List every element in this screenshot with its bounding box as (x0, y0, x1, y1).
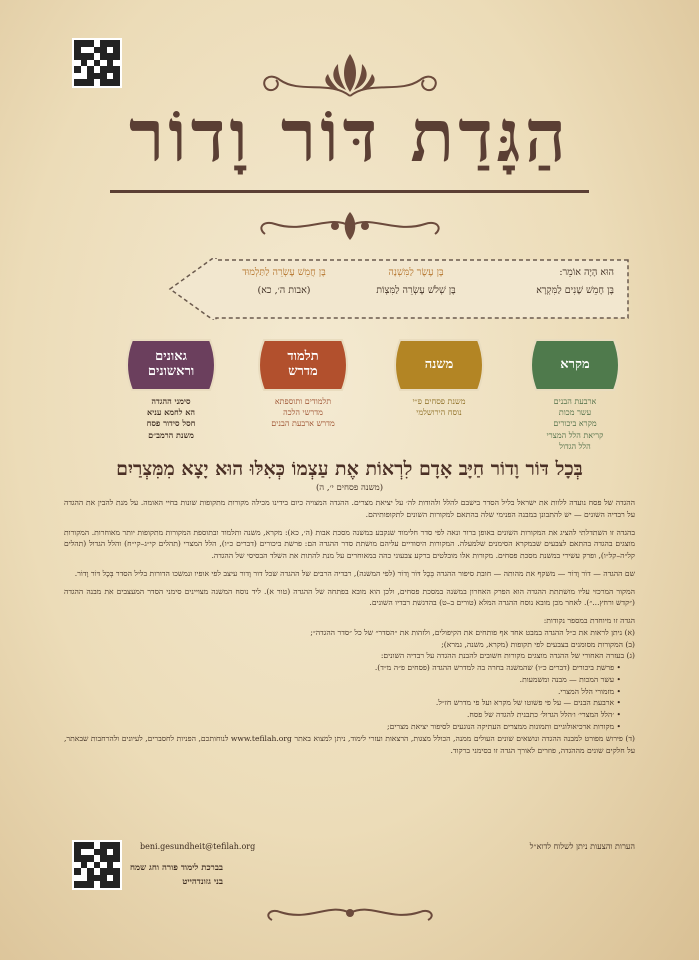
feedback-line (140, 842, 635, 851)
arrow-intro: הוּא הָיָה אוֹמֵר: (559, 267, 614, 278)
badge-talmud-item: מדרש ארבעת הבנים (271, 419, 335, 429)
badge-mikra-item: עשר מכות (558, 408, 592, 418)
source-legend (118, 338, 628, 451)
email-link[interactable]: beni.gesundheit@tefilah.org (140, 842, 256, 851)
badge-geonim-label-wrap (118, 338, 224, 392)
badge-mikra-item: קריאת הלל המצרי (546, 430, 604, 440)
closing-note: (ד) פירוש מפורט למבנה ההגדה ונושאים שונים העולים ממנה, הכולל מצגות, הרצאות ועזרי לימוד, ניתן למצוא באתר www.tefilah.org לנוחותכם, הפניות לחסברים, לעיונים ולהרחבות שבאתר, על חלקים שונים מההגדה, פוזרים לאורך הגדה זו בסימני ברקוד. (64, 733, 635, 755)
arrow-source: (אבות ה׳, כא) (257, 285, 311, 297)
badge-geonim (118, 338, 224, 441)
title-underline (110, 190, 589, 193)
motto-source: (משנה פסחים י׳, ה) (315, 483, 384, 493)
bullet-item: • ארבעת הבנים — על פי פשוטו של מקרא ועל פי מדרש חז״ל. (64, 697, 621, 709)
qr-code-bottom[interactable] (72, 840, 122, 890)
badge-mikra-item: מקרא ביכורים (553, 419, 597, 429)
body-paragraph: בהגדה זו השתדלתי להציג את המקורות השונים באופן ברור ונאה לפי סדר חלימוד שנקבע במשנה מסכת אבות (ה׳, כא): מקרא, משנה ותלמוד ובתוספת המקורות מתקופות יותר מאוחרות. המקורות מוצגים בהגדה בהתאם לצבעים שבמקרא הסימנים שלמעלה. המקורות היסודיים עליהם מושתת סדר ההגדה הם: פרשת ביכורים (דברים כ״ו), הלל המצרי (תהלים קי״ג–קי״ח) והלל הגדול (תהלים קל״ה–קל״ו), ופרק עשירי במשנת מסכת פסחים. מקורות אלו מובלטים ברקע צבעוני כהה במאוחרים על מנת להתות את השלד הבסיסי של ההגדה. (64, 527, 636, 561)
list-point: (ב) המקורות מסומנים בצבעים לפי תקופות (מקרא, משנה, גמרא); (441, 639, 635, 649)
list-point: (ג) בעזרה האחורי של ההגדה מוצגים מקורות חשובים להבנת ההגדה על רבדיה השונים: (380, 651, 635, 661)
badge-talmud-item: מדרשי הלכה (283, 408, 323, 418)
dedication-line: בברכת לימוד פורה וחג שמח (130, 863, 224, 873)
badge-mishna-label: משנה (424, 356, 454, 372)
badge-mishna (386, 338, 492, 418)
arrow-mitzvot-line: בֶּן שְׁלֹשׁ עֶשְׂרֵה לַמִּצְוֹת (376, 285, 456, 297)
badge-mikra (522, 338, 628, 452)
badge-geonim-item: משנת הרמב״ם (148, 429, 194, 440)
badge-mikra-item: הלל הגדול (559, 441, 591, 451)
arrow-col-talmud (218, 264, 350, 300)
badge-mikra-label: מקרא (560, 356, 590, 372)
feedback-text: הערות והצעות ניתן לשלוח לדוא״ל (529, 842, 635, 851)
badge-talmud-item: תלמודים ותוספתא (274, 397, 332, 406)
qr-code-top[interactable] (72, 38, 122, 88)
arrow-col-mishna (350, 264, 482, 300)
arrow-mikra-line: בֶּן חָמֵשׁ שָׁנִים לַמִּקְרָא (536, 285, 614, 297)
bottom-ornament (240, 900, 460, 926)
badge-geonim-item: סימני ההגדה (151, 396, 191, 406)
bullet-item: • פרשת ביכורים (דברים כ״ו) שהמשנה בחרה בה למדרש ההגדה (פסחים פ״ה מ״ד). (64, 662, 621, 674)
badge-mishna-item: נוסח הירושלמי (416, 408, 462, 418)
author-name: בני גזונדהייט (182, 876, 224, 887)
list-point: (א) ניתן לראות את כ״ל ההגדה במבט אחד אף פותחים את הקיפולים, ולזהות את ״הסדר״ של כל ״סדר ההגדה״; (310, 627, 635, 637)
bullet-item: • מזמורי הלל המצרי. (64, 686, 621, 698)
arrow-mishna-line: בֶּן עֶשֶׂר לַמִּשְׁנָה (388, 267, 444, 278)
badge-talmud-label: תלמוד מדרש (287, 349, 319, 379)
body-paragraph: המקור המרכזי עליו מושתתת ההגדה הוא הפרק האחרון במשנה במסכת פסחים, ולכן הוא מובא בפתחה של ההגדה (טור א). ליד נוסח המשנה מצויינים סימני הסדר המעצבים את מבנה ההגדה (״קדש ורחץ...״). לאחר מכן מובא נוסח ההגדה המלא (טורים ב–ט) בהדגשת רבדיו השונים. (64, 586, 635, 608)
dedication (130, 862, 223, 889)
bullet-item: • ׳הלל המצרי׳ ו׳הלל הגדול׳ כתבנית להגדה של פסח. (64, 709, 621, 721)
body-text (64, 497, 635, 756)
badge-talmud-label-wrap (250, 338, 356, 392)
badge-geonim-item: הא לחמא עניא (146, 407, 196, 418)
badge-mikra-item: ארבעת הבנים (553, 397, 597, 406)
list-intro: הגדה זו מיוחדת במספר נקודות: (543, 616, 635, 626)
middle-ornament (235, 208, 465, 244)
badge-geonim-label: גאונים וראשונים (147, 349, 195, 379)
badge-geonim-item: חסל סידור פסח (146, 418, 196, 429)
bullet-item: • עשר המכות — מבנה ומשמעות. (64, 674, 621, 686)
body-paragraph: ההגדה של פסח נועדה ללוות את ישראל בליל הסדר בישבם להלל ולהודות לה׳ על יציאת מצרים. ההגדה המצויה כיום בידינו מכילה מקורות מתקופות שונות בחיי האומה. על מנת להבין את ההגדה על רבדיה השונים — יש להתבונן במבנה הפנימי שלה בהתאם למקורות השונים לתקופותיהם. (64, 498, 635, 519)
badge-mishna-item: משנת פסחים פ״י (412, 397, 466, 406)
learning-ages-arrow (168, 258, 630, 320)
bullet-item: • מקורות ארכיאולוגיים ותמונות ממצרים העתיקה הנוגעים לסיפור יציאת מצרים; (64, 721, 621, 733)
arrow-talmud-line: בֶּן חֲמֵשׁ עֶשְׂרֵה לַתַּלְמוּד (242, 267, 326, 278)
motto-heading: בְּכָל דּוֹר וָדוֹר חַיָּב אָדָם לִרְאוֹת אֶת עַצְמוֹ כְּאִלּוּ הוּא יָצָא מִמִּצְרַיִם (116, 458, 583, 480)
badge-talmud (250, 338, 356, 430)
sources-bullet-list (64, 662, 635, 733)
body-paragraph: שם ההגדה — דוֹר וָדוֹר — משקף את מהותה — חובת סיפור ההגדה בְּכָל דּוֹר וָדוֹר (לפי המשנה), רבדיה הרבים של ההגדה שכל דור וָדור עיצב לפי אופיו ונמשכו הדורות בליל הסדר בְּכָל דּוֹר וָדוֹר. (74, 568, 635, 578)
page-title: הַגָּדַת דּוֹר וָדוֹר (128, 93, 571, 178)
arrow-col-mikra (482, 264, 622, 300)
